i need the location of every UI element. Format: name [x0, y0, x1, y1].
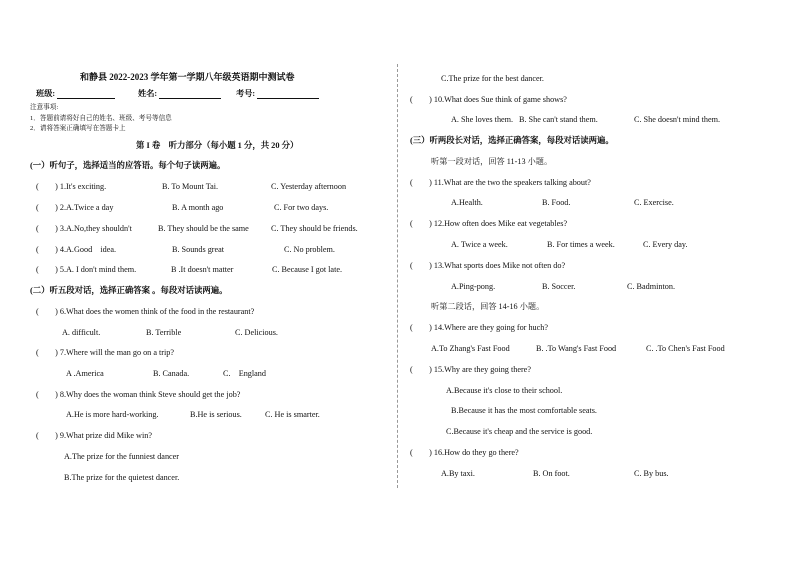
option-c: C. By bus.: [634, 469, 669, 478]
question-8: ( ) 8.Why does the woman think Steve should get the job?: [36, 390, 241, 399]
option-c: C. No problem.: [284, 245, 335, 254]
option-c: C. He is smarter.: [265, 410, 320, 419]
option-b: B .It doesn't matter: [171, 265, 234, 274]
option-b: B.The prize for the quietest dancer.: [64, 473, 180, 482]
number-label: 考号:: [236, 89, 256, 98]
option-b: B. Food.: [542, 198, 571, 207]
option-c: C. Exercise.: [634, 198, 674, 207]
class-blank: [57, 90, 115, 99]
notes-heading: 注意事项:: [30, 104, 59, 111]
option-a: A.By taxi.: [441, 469, 475, 478]
question-12: ( ) 12.How often does Mike eat vegetables?: [410, 219, 568, 228]
question-7: ( ) 7.Where will the man go on a trip?: [36, 348, 175, 357]
option-c: C. Yesterday afternoon: [271, 182, 347, 191]
name-blank: [159, 90, 221, 99]
question-1: ( ) 1.It's exciting.: [36, 182, 107, 191]
part-title: 第 I 卷 听力部分（每小题 1 分，共 20 分）: [136, 141, 299, 150]
option-c: C. Every day.: [643, 240, 688, 249]
note-item: 2．请将答案正确填写在答题卡上: [30, 125, 126, 132]
option-c: C. .To Chen's Fast Food: [646, 344, 725, 353]
option-a: A.He is more hard-working.: [66, 410, 159, 419]
option-b: B. Canada.: [153, 369, 190, 378]
option-a: A. She loves them.: [451, 115, 514, 124]
option-b: B. Terrible: [146, 328, 182, 337]
option-c: C. For two days.: [274, 203, 329, 212]
question-6: ( ) 6.What does the women think of the food in the restaurant?: [36, 307, 255, 316]
option-a: A.To Zhang's Fast Food: [431, 344, 510, 353]
column-divider: [397, 64, 398, 488]
option-b: B. Sounds great: [172, 245, 225, 254]
section-heading: (三）听两段长对话，选择正确答案，每段对话读两遍。: [410, 136, 614, 145]
option-c: C. Badminton.: [627, 282, 675, 291]
option-a: A.The prize for the funniest dancer: [64, 452, 180, 461]
option-a: A.Ping-pong.: [451, 282, 496, 291]
number-field[interactable]: [236, 89, 319, 99]
question-11: ( ) 11.What are the two the speakers talking about?: [410, 178, 591, 187]
question-4: ( ) 4.A.Good idea.: [36, 245, 117, 254]
option-c: C. Because I got late.: [272, 265, 343, 274]
question-9: ( ) 9.What prize did Mike win?: [36, 431, 152, 440]
option-a: A.Because it's close to their school.: [446, 386, 563, 395]
section-heading: (一）听句子，选择适当的应答语。每个句子读两遍。: [30, 161, 226, 170]
option-c: C. Delicious.: [235, 328, 278, 337]
dialog-instruction: 听第一段对话，回答 11-13 小题。: [431, 157, 553, 166]
question-3: ( ) 3.A.No,they shouldn't: [36, 224, 132, 233]
option-b: B. .To Wang's Fast Food: [536, 344, 617, 353]
option-a: A.Health.: [451, 198, 483, 207]
option-c: C.Because it's cheap and the service is good.: [446, 427, 593, 436]
class-label: 班级:: [36, 89, 56, 98]
option-b: B.He is serious.: [190, 410, 242, 419]
option-a: A. difficult.: [62, 328, 101, 337]
option-b: B. To Mount Tai.: [162, 182, 219, 191]
option-b: B.Because it has the most comfortable seats.: [451, 406, 597, 415]
option-b: B. On foot.: [533, 469, 570, 478]
dialog-instruction: 听第二段话，回答 14-16 小题。: [431, 302, 545, 311]
question-14: ( ) 14.Where are they going for huch?: [410, 323, 548, 332]
name-field[interactable]: [138, 89, 221, 99]
exam-title: 和静县 2022-2023 学年第一学期八年级英语期中测试卷: [80, 72, 295, 82]
name-label: 姓名:: [138, 89, 158, 98]
option-b: B. Soccer.: [542, 282, 576, 291]
option-b: B. She can't stand them.: [519, 115, 598, 124]
question-16: ( ) 16.How do they go there?: [410, 448, 519, 457]
option-c: C. England: [223, 369, 266, 378]
question-13: ( ) 13.What sports does Mike not often do?: [410, 261, 566, 270]
question-5: ( ) 5.A. I don't mind them.: [36, 265, 137, 274]
option-b: B. A month ago: [172, 203, 224, 212]
option-b: B. For times a week.: [547, 240, 615, 249]
question-15: ( ) 15.Why are they going there?: [410, 365, 531, 374]
option-a: A. Twice a week.: [451, 240, 508, 249]
option-a: A .America: [66, 369, 104, 378]
option-c: C. They should be friends.: [271, 224, 358, 233]
question-2: ( ) 2.A.Twice a day: [36, 203, 114, 212]
option-c: C.The prize for the best dancer.: [441, 74, 544, 83]
option-c: C. She doesn't mind them.: [634, 115, 721, 124]
question-10: ( ) 10.What does Sue think of game shows?: [410, 95, 567, 104]
number-blank: [257, 90, 319, 99]
note-item: 1．答题前请将好自己的姓名、班级、考号等信息: [30, 115, 172, 122]
option-b: B. They should be the same: [158, 224, 249, 233]
class-field[interactable]: [36, 89, 115, 99]
section-heading: (二）听五段对话，选择正确答案 。每段对话读两遍。: [30, 286, 228, 295]
